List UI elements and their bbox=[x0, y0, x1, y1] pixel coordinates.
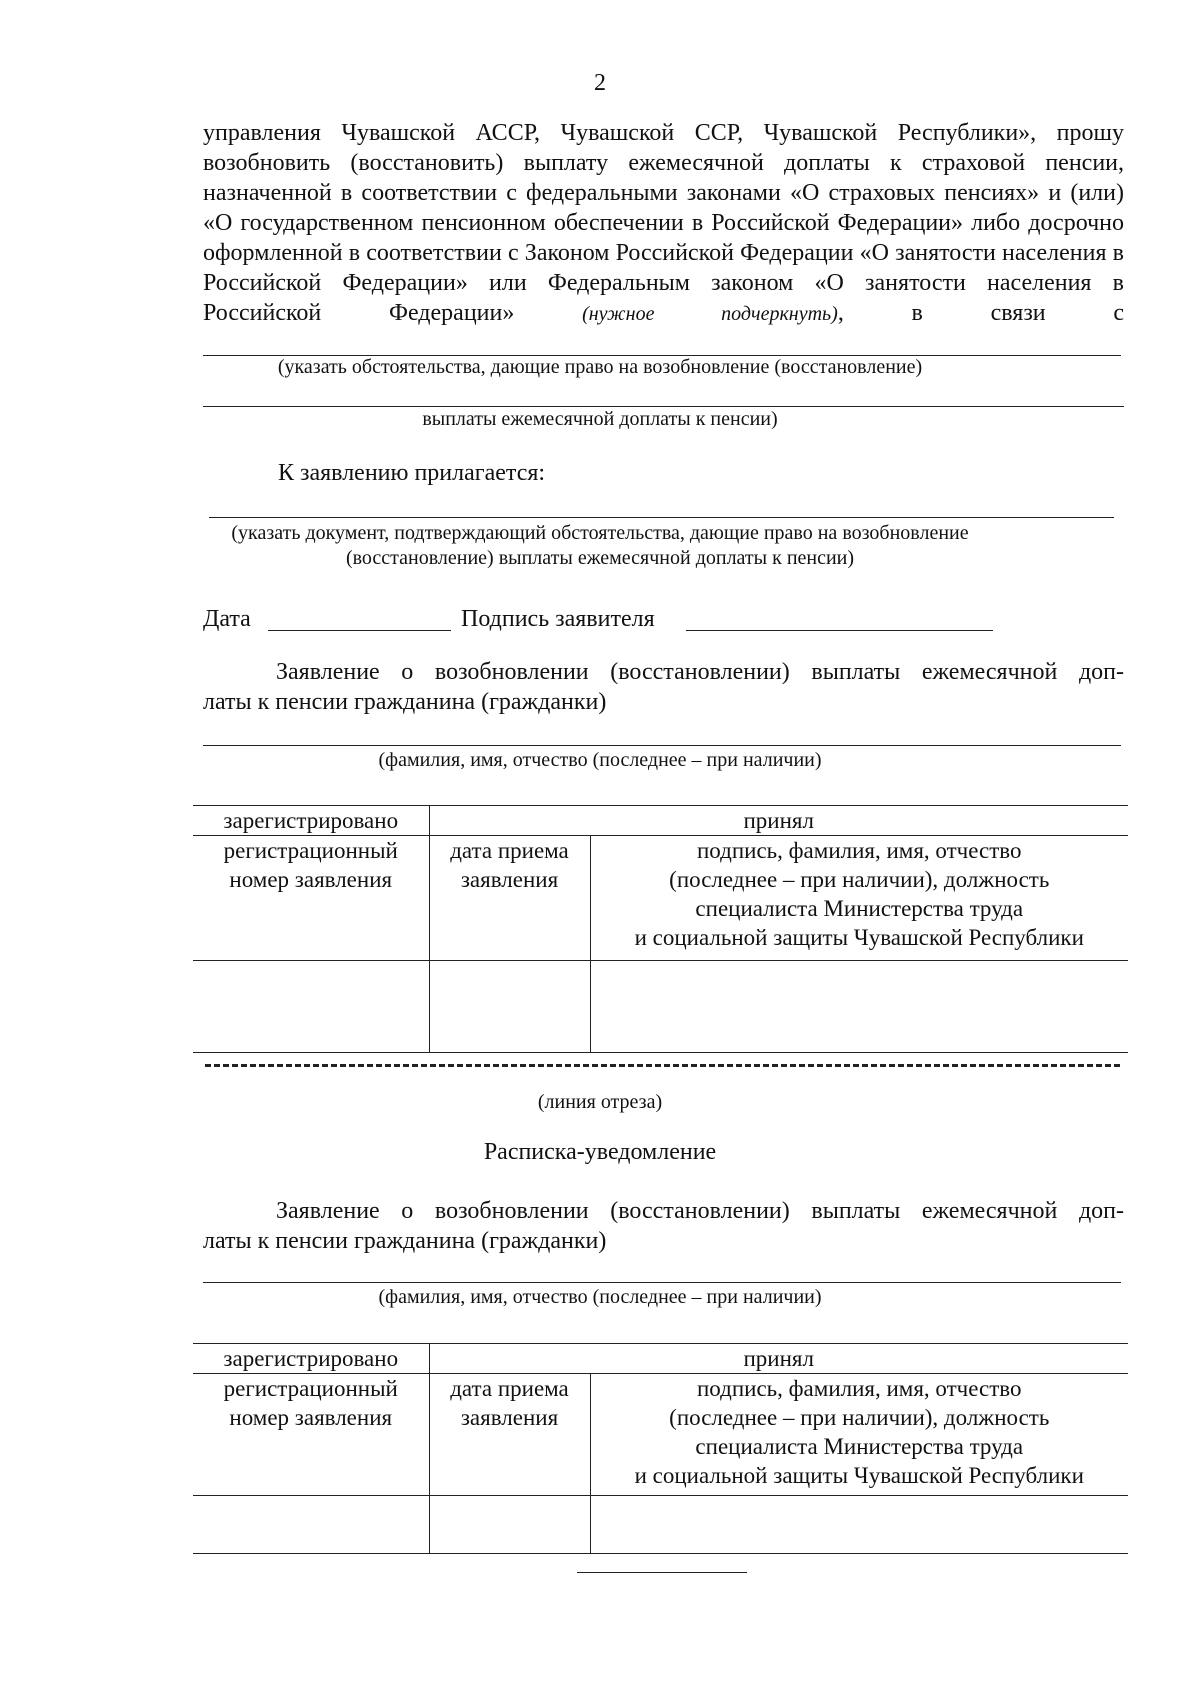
reg-number-header bbox=[193, 836, 429, 961]
cut-line bbox=[205, 1064, 1120, 1067]
accept-date-line-1: дата приема bbox=[450, 838, 569, 863]
statement-paragraph-2 bbox=[203, 1196, 1124, 1256]
intro-tail: , в связи с bbox=[837, 300, 1125, 326]
registered-header: зарегистрировано bbox=[193, 1344, 429, 1374]
signature-cell[interactable] bbox=[590, 1496, 1128, 1554]
underline-note: (нужное подчеркнуть) bbox=[582, 303, 838, 325]
circumstances-caption-2: выплаты ежемесячной доплаты к пенсии) bbox=[422, 408, 778, 430]
signature-line bbox=[686, 630, 993, 631]
cut-line-caption: (линия отреза) bbox=[537, 1091, 663, 1113]
reg-number-cell[interactable] bbox=[193, 961, 429, 1053]
accept-date-header bbox=[429, 836, 590, 961]
signature-line-2: (последнее – при наличии), должность bbox=[669, 867, 1050, 892]
accept-date-cell[interactable] bbox=[429, 1496, 590, 1554]
reg-number-line-1: регистрационный bbox=[223, 1376, 398, 1401]
reg-number-line-2: номер заявления bbox=[229, 1405, 393, 1430]
page-number: 2 bbox=[594, 70, 606, 96]
statement-1-line-1: Заявление о возобновлении (восстановлении) выплаты ежемесячной доп- bbox=[276, 659, 1124, 685]
signature-line-1: подпись, фамилия, имя, отчество bbox=[696, 838, 1022, 863]
accepted-header: принял bbox=[429, 1344, 1128, 1374]
registered-header: зарегистрировано bbox=[193, 806, 429, 836]
signature-line-2: (последнее – при наличии), должность bbox=[669, 1405, 1050, 1430]
date-line bbox=[268, 630, 451, 631]
name-caption-1: (фамилия, имя, отчество (последнее – при наличии) bbox=[378, 749, 822, 771]
signature-header bbox=[590, 1374, 1128, 1496]
intro-text: управления Чувашской АССР, Чувашской ССР, Чувашской Республики», прошу возобновить (восстановить) выплату ежемесячной доплаты к страховой пенсии, назначенной в соответствии с федеральными законами «О страховых пенсиях» и (или) «О государственном пенсионном обеспечении в Российской Федерации» либо досрочно оформленной в соответствии с Законом Российской Федерации «О занятости населения в Российской Федерации» или Федеральным законом «О занятости населения в Российской Федерации» bbox=[203, 120, 1124, 326]
end-separator bbox=[577, 1572, 747, 1573]
reg-number-cell[interactable] bbox=[193, 1496, 429, 1554]
document-caption-2: (восстановление) выплаты ежемесячной доплаты к пенсии) bbox=[345, 547, 855, 569]
date-label: Дата bbox=[203, 606, 251, 632]
statement-paragraph-1 bbox=[203, 657, 1124, 717]
attached-label: К заявлению прилагается: bbox=[278, 460, 546, 486]
receipt-title: Расписка-уведомление bbox=[483, 1139, 717, 1165]
circumstances-caption-1: (указать обстоятельства, дающие право на возобновление (восстановление) bbox=[277, 356, 923, 378]
name-line-1 bbox=[203, 745, 1121, 746]
reg-number-header bbox=[193, 1374, 429, 1496]
signature-label: Подпись заявителя bbox=[461, 606, 655, 632]
accept-date-line-2: заявления bbox=[460, 867, 559, 892]
intro-paragraph bbox=[203, 118, 1124, 329]
accept-date-line-1: дата приема bbox=[450, 1376, 569, 1401]
signature-header bbox=[590, 836, 1128, 961]
registration-table-2 bbox=[193, 1343, 1128, 1554]
accept-date-header bbox=[429, 1374, 590, 1496]
accept-date-line-2: заявления bbox=[460, 1405, 559, 1430]
registration-table-1 bbox=[193, 805, 1128, 1053]
accept-date-cell[interactable] bbox=[429, 961, 590, 1053]
reg-number-line-2: номер заявления bbox=[229, 867, 393, 892]
name-caption-2: (фамилия, имя, отчество (последнее – при наличии) bbox=[378, 1286, 822, 1308]
statement-1-line-2: латы к пенсии гражданина (гражданки) bbox=[203, 689, 607, 715]
document-line bbox=[209, 517, 1114, 518]
signature-line-4: и социальной защиты Чувашской Республики bbox=[634, 1463, 1084, 1488]
signature-line-4: и социальной защиты Чувашской Республики bbox=[634, 925, 1084, 950]
signature-cell[interactable] bbox=[590, 961, 1128, 1053]
statement-2-line-2: латы к пенсии гражданина (гражданки) bbox=[203, 1228, 607, 1254]
signature-line-3: специалиста Министерства труда bbox=[695, 896, 1024, 921]
accepted-header: принял bbox=[429, 806, 1128, 836]
reg-number-line-1: регистрационный bbox=[223, 838, 398, 863]
statement-2-line-1: Заявление о возобновлении (восстановлении) выплаты ежемесячной доп- bbox=[276, 1198, 1124, 1224]
signature-line-1: подпись, фамилия, имя, отчество bbox=[696, 1376, 1022, 1401]
name-line-2 bbox=[203, 1282, 1121, 1283]
signature-line-3: специалиста Министерства труда bbox=[695, 1434, 1024, 1459]
document-caption-1: (указать документ, подтверждающий обстоятельства, дающие право на возобновление bbox=[231, 522, 969, 544]
